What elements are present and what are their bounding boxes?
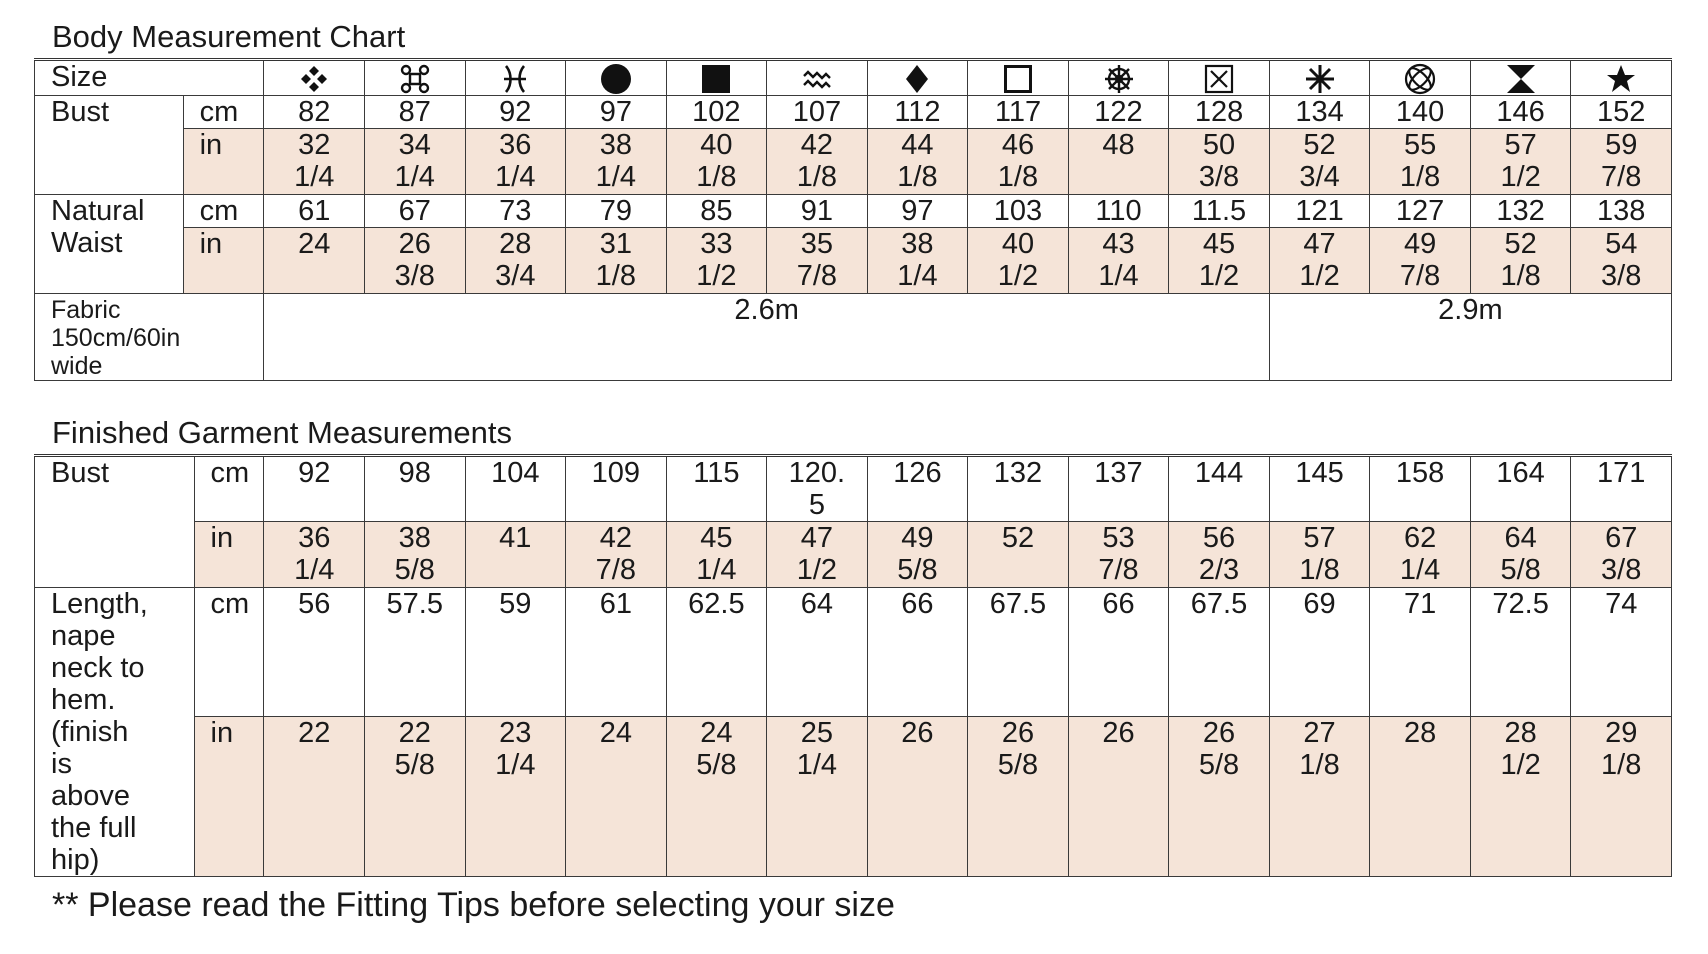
waist-cm-cell: 79 <box>566 195 667 228</box>
fabric-requirement-b: 2.9m <box>1269 294 1671 381</box>
waist-cm-cell: 121 <box>1269 195 1370 228</box>
waist-in-cell: 33 1/2 <box>666 228 767 294</box>
garment-bust-in-cell: 38 5/8 <box>365 522 466 588</box>
garment-bust-cm-cell: 104 <box>465 456 566 522</box>
garment-bust-in-cell: 62 1/4 <box>1370 522 1471 588</box>
length-in-cell: 26 5/8 <box>968 717 1069 877</box>
bust-in-cell: 38 1/4 <box>566 129 667 195</box>
filled-circle-icon <box>566 60 667 96</box>
fabric-label: Fabric 150cm/60in wide <box>35 294 264 381</box>
garment-bust-in-cell: 42 7/8 <box>566 522 667 588</box>
fabric-requirement-a: 2.6m <box>264 294 1269 381</box>
bust-in-row <box>35 129 1672 195</box>
garment-bust-cm-cell: 132 <box>968 456 1069 522</box>
pisces-icon <box>465 60 566 96</box>
bust-in-cell: 40 1/8 <box>666 129 767 195</box>
waist-cm-cell: 127 <box>1370 195 1471 228</box>
diamond-cluster-icon <box>264 60 365 96</box>
garment-bust-in-cell: 56 2/3 <box>1169 522 1270 588</box>
length-label: Length, nape neck to hem. (finish is above the full hip) <box>35 588 195 877</box>
length-cm-cell: 59 <box>465 588 566 717</box>
garment-bust-cm-cell: 115 <box>666 456 767 522</box>
bust-cm-cell: 112 <box>867 96 968 129</box>
bust-cm-cell: 146 <box>1470 96 1571 129</box>
hourglass-icon <box>1470 60 1571 96</box>
garment-bust-cm-cell: 164 <box>1470 456 1571 522</box>
garment-bust-in-cell: 67 3/8 <box>1571 522 1672 588</box>
bust-cm-cell: 128 <box>1169 96 1270 129</box>
waist-cm-cell: 85 <box>666 195 767 228</box>
star-icon <box>1571 60 1672 96</box>
waist-in-cell: 35 7/8 <box>767 228 868 294</box>
waist-in-cell: 49 7/8 <box>1370 228 1471 294</box>
bust-in-cell: 52 3/4 <box>1269 129 1370 195</box>
bust-cm-cell: 122 <box>1068 96 1169 129</box>
waist-cm-cell: 61 <box>264 195 365 228</box>
body-measurement-table <box>34 58 1672 381</box>
length-in-cell: 27 1/8 <box>1269 717 1370 877</box>
length-in-cell: 29 1/8 <box>1571 717 1672 877</box>
garment-bust-in-cell: 41 <box>465 522 566 588</box>
size-label: Size <box>35 60 264 96</box>
waist-cm-cell: 110 <box>1068 195 1169 228</box>
bust-cm-cell: 152 <box>1571 96 1672 129</box>
waist-in-cell: 31 1/8 <box>566 228 667 294</box>
length-cm-cell: 72.5 <box>1470 588 1571 717</box>
garment-bust-in-cell: 36 1/4 <box>264 522 365 588</box>
length-in-cell: 22 <box>264 717 365 877</box>
bust-in-cell: 42 1/8 <box>767 129 868 195</box>
bust-cm-cell: 117 <box>968 96 1069 129</box>
waist-cm-cell: 97 <box>867 195 968 228</box>
length-cm-cell: 66 <box>867 588 968 717</box>
length-in-cell: 24 <box>566 717 667 877</box>
filled-square-icon <box>666 60 767 96</box>
bust-cm-cell: 107 <box>767 96 868 129</box>
waist-in-cell: 43 1/4 <box>1068 228 1169 294</box>
waist-in-cell: 24 <box>264 228 365 294</box>
garment-bust-cm-cell: 144 <box>1169 456 1270 522</box>
bust-in-cell: 50 3/8 <box>1169 129 1270 195</box>
unit-cm-label: cm <box>183 195 264 228</box>
length-in-cell: 24 5/8 <box>666 717 767 877</box>
length-in-cell: 26 5/8 <box>1169 717 1270 877</box>
wheel-icon <box>1068 60 1169 96</box>
length-in-cell: 25 1/4 <box>767 717 868 877</box>
waist-in-cell: 26 3/8 <box>365 228 466 294</box>
garment-bust-cm-cell: 98 <box>365 456 466 522</box>
filled-diamond-icon <box>867 60 968 96</box>
garment-bust-cm-cell: 92 <box>264 456 365 522</box>
length-in-cell: 28 1/2 <box>1470 717 1571 877</box>
length-in-cell: 26 <box>867 717 968 877</box>
garment-bust-cm-cell: 145 <box>1269 456 1370 522</box>
length-cm-cell: 64 <box>767 588 868 717</box>
waist-cm-cell: 67 <box>365 195 466 228</box>
bust-cm-row <box>35 96 1672 129</box>
bust-in-cell: 48 <box>1068 129 1169 195</box>
bust-cm-cell: 102 <box>666 96 767 129</box>
garment-bust-in-cell: 53 7/8 <box>1068 522 1169 588</box>
fitting-tips-note: ** Please read the Fitting Tips before selecting your size <box>52 886 895 924</box>
waist-in-cell: 28 3/4 <box>465 228 566 294</box>
length-cm-cell: 62.5 <box>666 588 767 717</box>
unit-in-label: in <box>194 522 264 588</box>
length-in-row <box>35 717 1672 877</box>
bust-in-cell: 34 1/4 <box>365 129 466 195</box>
bust-in-cell: 46 1/8 <box>968 129 1069 195</box>
asterisk-burst-icon <box>1269 60 1370 96</box>
natural-waist-label: Natural Waist <box>35 195 184 294</box>
garment-bust-label: Bust <box>35 456 195 588</box>
garment-bust-cm-cell: 137 <box>1068 456 1169 522</box>
boxed-x-icon <box>1169 60 1270 96</box>
garment-bust-cm-cell: 171 <box>1571 456 1672 522</box>
length-cm-cell: 71 <box>1370 588 1471 717</box>
garment-bust-in-cell: 52 <box>968 522 1069 588</box>
size-row <box>35 60 1672 96</box>
unit-cm-label: cm <box>194 588 264 717</box>
garment-bust-in-cell: 45 1/4 <box>666 522 767 588</box>
length-in-cell: 23 1/4 <box>465 717 566 877</box>
garment-bust-in-cell: 49 5/8 <box>867 522 968 588</box>
body-chart-title: Body Measurement Chart <box>52 19 406 54</box>
length-cm-cell: 69 <box>1269 588 1370 717</box>
bust-cm-cell: 97 <box>566 96 667 129</box>
length-in-cell: 28 <box>1370 717 1471 877</box>
waist-cm-cell: 138 <box>1571 195 1672 228</box>
waist-in-cell: 52 1/8 <box>1470 228 1571 294</box>
length-in-cell: 26 <box>1068 717 1169 877</box>
bust-cm-cell: 140 <box>1370 96 1471 129</box>
waist-cm-cell: 11.5 <box>1169 195 1270 228</box>
bust-in-cell: 55 1/8 <box>1370 129 1471 195</box>
garment-bust-cm-cell: 120. 5 <box>767 456 868 522</box>
bust-in-cell: 59 7/8 <box>1571 129 1672 195</box>
waist-cm-cell: 103 <box>968 195 1069 228</box>
atom-icon <box>1370 60 1471 96</box>
garment-bust-cm-cell: 158 <box>1370 456 1471 522</box>
garment-bust-cm-row <box>35 456 1672 522</box>
length-cm-cell: 66 <box>1068 588 1169 717</box>
bust-in-cell: 32 1/4 <box>264 129 365 195</box>
garment-bust-in-cell: 47 1/2 <box>767 522 868 588</box>
unit-in-label: in <box>183 228 264 294</box>
length-cm-cell: 56 <box>264 588 365 717</box>
length-cm-cell: 67.5 <box>1169 588 1270 717</box>
bust-in-cell: 57 1/2 <box>1470 129 1571 195</box>
bust-in-cell: 36 1/4 <box>465 129 566 195</box>
garment-measurement-table <box>34 454 1672 877</box>
garment-bust-in-cell: 57 1/8 <box>1269 522 1370 588</box>
hollow-square-icon <box>968 60 1069 96</box>
garment-bust-cm-cell: 109 <box>566 456 667 522</box>
waist-cm-cell: 132 <box>1470 195 1571 228</box>
waist-cm-cell: 73 <box>465 195 566 228</box>
unit-cm-label: cm <box>183 96 264 129</box>
unit-in-label: in <box>194 717 264 877</box>
waist-cm-cell: 91 <box>767 195 868 228</box>
bust-cm-cell: 92 <box>465 96 566 129</box>
double-wave-icon <box>767 60 868 96</box>
command-key-icon <box>365 60 466 96</box>
bust-cm-cell: 134 <box>1269 96 1370 129</box>
fabric-row <box>35 294 1672 381</box>
bust-in-cell: 44 1/8 <box>867 129 968 195</box>
length-cm-cell: 61 <box>566 588 667 717</box>
garment-chart-title: Finished Garment Measurements <box>52 415 513 450</box>
bust-label: Bust <box>35 96 184 195</box>
bust-cm-cell: 87 <box>365 96 466 129</box>
waist-in-cell: 40 1/2 <box>968 228 1069 294</box>
garment-bust-cm-cell: 126 <box>867 456 968 522</box>
length-cm-cell: 57.5 <box>365 588 466 717</box>
bust-cm-cell: 82 <box>264 96 365 129</box>
length-cm-cell: 74 <box>1571 588 1672 717</box>
waist-in-cell: 47 1/2 <box>1269 228 1370 294</box>
waist-in-row <box>35 228 1672 294</box>
unit-cm-label: cm <box>194 456 264 522</box>
waist-in-cell: 38 1/4 <box>867 228 968 294</box>
length-in-cell: 22 5/8 <box>365 717 466 877</box>
waist-in-cell: 45 1/2 <box>1169 228 1270 294</box>
unit-in-label: in <box>183 129 264 195</box>
length-cm-cell: 67.5 <box>968 588 1069 717</box>
waist-in-cell: 54 3/8 <box>1571 228 1672 294</box>
waist-cm-row <box>35 195 1672 228</box>
garment-bust-in-cell: 64 5/8 <box>1470 522 1571 588</box>
length-cm-row <box>35 588 1672 717</box>
garment-bust-in-row <box>35 522 1672 588</box>
